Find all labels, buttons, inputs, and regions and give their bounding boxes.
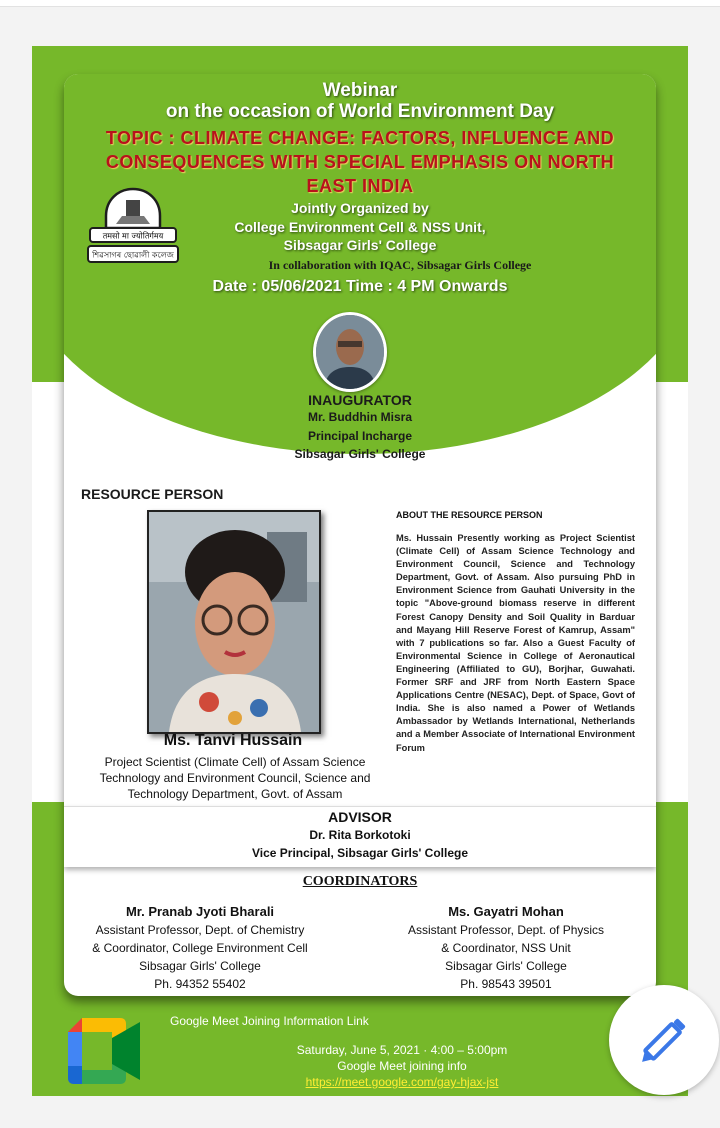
coordinator-left-line3: Sibsagar Girls' College [139,959,261,973]
poster-card [64,74,656,996]
coordinators-label: COORDINATORS [302,874,418,889]
inaugurator-org: Sibsagar Girls' College [294,447,426,461]
meet-link[interactable]: https://meet.google.com/gay-hjax-jst [305,1075,499,1089]
topic-title: TOPIC : CLIMATE CHANGE: FACTORS, INFLUENCE AND CONSEQUENCES WITH SPECIAL EMPHASIS ON NORTH EAST INDIA [105,128,615,196]
coordinator-right-name: Ms. Gayatri Mohan [448,904,564,919]
organizer-units: College Environment Cell & NSS Unit, [234,219,486,235]
inaugurator-photo [313,312,387,392]
coordinator-left-line2: & Coordinator, College Environment Cell [92,941,308,955]
inaugurator-label: INAUGURATOR [308,392,412,408]
date-time: Date : 05/06/2021 Time : 4 PM Onwards [212,278,508,295]
about-resource-title: ABOUT THE RESOURCE PERSON [396,510,543,520]
coordinator-right [370,903,642,993]
top-bar [0,0,720,7]
organizer-college: Sibsagar Girls' College [283,237,437,253]
logo-college-name: শিৱসাগৰ ছোৱালী কলেজ [92,250,174,260]
collaboration-line: In collaboration with IQAC, Sibsagar Girls College [268,258,532,272]
inaugurator-name: Mr. Buddhin Misra [307,410,412,424]
webinar-title: Webinar [322,80,398,101]
coordinator-right-line3: Sibsagar Girls' College [445,959,567,973]
coordinator-right-line1: Assistant Professor, Dept. of Physics [407,923,605,937]
organized-by: Jointly Organized by [291,200,429,216]
resource-person-label: RESOURCE PERSON [81,486,224,502]
coordinator-left-phone: Ph. 94352 55402 [154,977,246,991]
occasion-line: on the occasion of World Environment Day [165,101,555,122]
advisor-role: Vice Principal, Sibsagar Girls' College [251,846,469,860]
google-meet-logo-icon [68,1018,140,1084]
resource-person-name: Ms. Tanvi Hussain [163,732,303,749]
advisor-label: ADVISOR [328,809,392,825]
resource-person-designation: Project Scientist (Climate Cell) of Assam Science Technology and Environment Council, Science and Technology Department, Govt. of Assam [99,755,371,801]
inaugurator-role: Principal Incharge [307,429,413,443]
about-resource-text: Ms. Hussain Presently working as Project Scientist (Climate Cell) of Assam Science Technology and Environment Council, Science and Technology Department, Govt. of Assam. Also pursuing PhD in Environment Science from Gauhati University in the topic "Above-ground biomass reserve in different Forest Canopy Density and Soil Quality in Barduar and Mayang Hill Reserve Forest of Kamrup, Assam" with 7 publications so far. Also a Guest Faculty of Environmental Science in College of Aeronautical Engineering (Affiliated to GU), Borjhar, Guwahati. Former SRF and JRF from North Eastern Space Applications Centre (NESAC), Dept. of Space, Govt of India. She is also named a Power of Wetlands Ambassador by Wetlands International, Netherlands and a Member Associate of International Environment Forum [396,533,635,753]
coordinator-left-name: Mr. Pranab Jyoti Bharali [125,904,275,919]
logo-motto: तमसो मा ज्योतिर्गमय [102,231,164,241]
meet-info-label: Google Meet Joining Information Link [170,1014,369,1028]
coordinator-left [64,903,336,993]
webinar-poster [32,46,688,1096]
coordinator-right-phone: Ph. 98543 39501 [460,977,552,991]
meet-joining-info: Google Meet joining info [337,1059,467,1073]
resource-person-photo [147,510,321,734]
coordinator-left-line1: Assistant Professor, Dept. of Chemistry [95,923,305,937]
coordinator-right-line2: & Coordinator, NSS Unit [441,941,571,955]
meet-datetime: Saturday, June 5, 2021 · 4:00 – 5:00pm [296,1043,508,1057]
edit-fab-button[interactable] [609,985,719,1095]
pencil-icon [609,985,719,1095]
advisor-name: Dr. Rita Borkotoki [309,828,411,842]
